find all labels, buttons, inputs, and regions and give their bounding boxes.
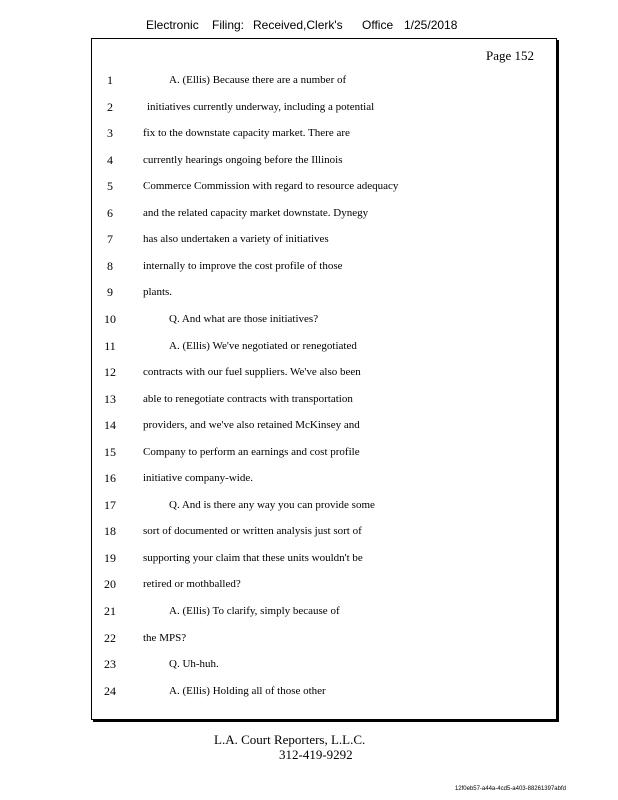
line-number: 2 bbox=[107, 100, 113, 114]
line-number: 22 bbox=[104, 631, 116, 645]
transcript-line: plants. bbox=[143, 286, 173, 298]
line-number: 24 bbox=[104, 684, 116, 698]
filing-header bbox=[0, 18, 618, 36]
line-number: 15 bbox=[104, 445, 116, 459]
transcript-line: providers, and we've also retained McKinsey and bbox=[143, 419, 360, 431]
line-number: 8 bbox=[107, 259, 113, 273]
transcript-line: Commerce Commission with regard to resource adequacy bbox=[143, 180, 399, 192]
line-number: 12 bbox=[104, 365, 116, 379]
filing-electronic: Electronic bbox=[146, 18, 199, 32]
transcript-line: A. (Ellis) We've negotiated or renegotiated bbox=[169, 340, 357, 352]
transcript-line: A. (Ellis) Because there are a number of bbox=[169, 74, 347, 86]
transcript-line: the MPS? bbox=[143, 632, 187, 644]
transcript-line: and the related capacity market downstate. Dynegy bbox=[143, 207, 369, 219]
court-reporter-name: L.A. Court Reporters, L.L.C. bbox=[214, 732, 366, 747]
transcript-line: internally to improve the cost profile of those bbox=[143, 260, 343, 272]
transcript-line: Q. And is there any way you can provide some bbox=[169, 499, 375, 511]
line-number: 19 bbox=[104, 551, 116, 565]
document-hash: 12f0eb57-a44a-4cd5-a403-88261397abfd bbox=[454, 786, 566, 792]
line-number: 1 bbox=[107, 73, 113, 87]
filing-office: Office bbox=[362, 18, 394, 32]
line-number: 14 bbox=[104, 418, 116, 432]
transcript-line: contracts with our fuel suppliers. We've also been bbox=[143, 366, 361, 378]
transcript-line: fix to the downstate capacity market. There are bbox=[143, 127, 350, 139]
line-number: 3 bbox=[107, 126, 113, 140]
transcript-line: Company to perform an earnings and cost profile bbox=[143, 446, 360, 458]
transcript-line: initiatives currently underway, including a potential bbox=[147, 101, 375, 113]
line-number: 16 bbox=[104, 471, 116, 485]
line-number: 11 bbox=[104, 339, 116, 353]
transcript-line: supporting your claim that these units wouldn't be bbox=[143, 552, 363, 564]
line-number: 18 bbox=[104, 524, 116, 538]
filing-date: 1/25/2018 bbox=[404, 18, 458, 32]
transcript-line: has also undertaken a variety of initiatives bbox=[143, 233, 329, 245]
line-number: 13 bbox=[104, 392, 116, 406]
line-number: 5 bbox=[107, 179, 113, 193]
transcript-line: initiative company-wide. bbox=[143, 472, 253, 484]
filing-received: Received,Clerk's bbox=[253, 18, 343, 32]
transcript-line: Q. And what are those initiatives? bbox=[169, 313, 319, 325]
page-number: Page 152 bbox=[486, 48, 535, 63]
line-number: 17 bbox=[104, 498, 116, 512]
transcript-line: retired or mothballed? bbox=[143, 578, 241, 590]
line-number: 4 bbox=[107, 153, 113, 167]
transcript-line: sort of documented or written analysis just sort of bbox=[143, 525, 362, 537]
transcript-line: currently hearings ongoing before the Illinois bbox=[143, 154, 343, 166]
line-number: 10 bbox=[104, 312, 116, 326]
transcript-line: able to renegotiate contracts with transportation bbox=[143, 393, 353, 405]
line-number: 6 bbox=[107, 206, 113, 220]
court-reporter-phone: 312-419-9292 bbox=[279, 747, 353, 762]
transcript-line: Q. Uh-huh. bbox=[169, 658, 219, 670]
line-number: 23 bbox=[104, 657, 116, 671]
filing-label: Filing: bbox=[212, 18, 245, 32]
line-number: 7 bbox=[107, 232, 113, 246]
line-number: 20 bbox=[104, 577, 116, 591]
transcript-line: A. (Ellis) Holding all of those other bbox=[169, 685, 326, 697]
line-number: 9 bbox=[107, 285, 113, 299]
line-number: 21 bbox=[104, 604, 116, 618]
transcript-line: A. (Ellis) To clarify, simply because of bbox=[169, 605, 340, 617]
